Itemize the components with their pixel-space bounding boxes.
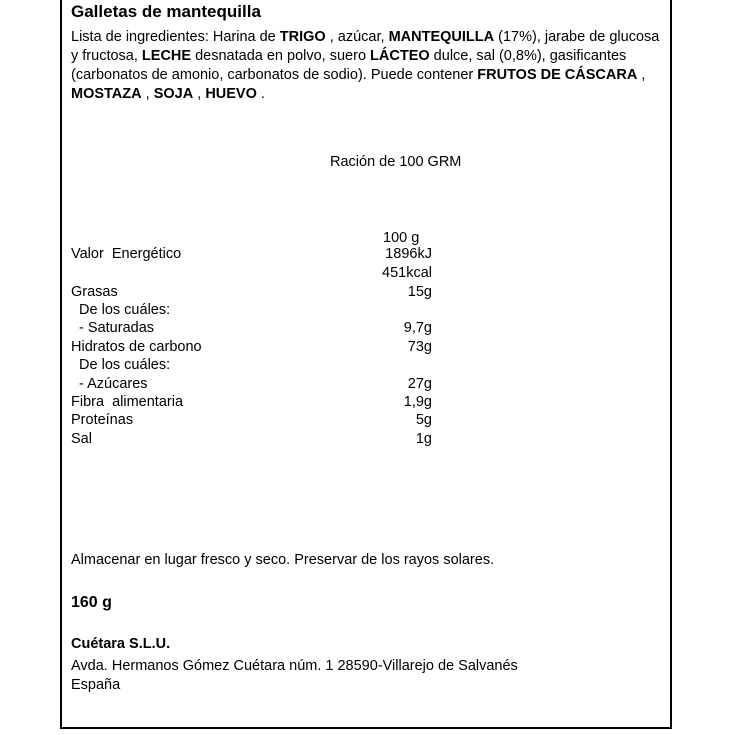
ingredient-text: desnatada en polvo, suero: [191, 48, 371, 64]
allergen-text: LECHE: [141, 48, 192, 64]
ingredient-text: Lista de ingredientes: Harina de: [71, 29, 280, 45]
nutrient-value: 1896kJ: [385, 246, 432, 262]
column-header: 100 g: [383, 230, 420, 246]
ingredient-text: (17%), jarabe de glucosa y fructosa,: [71, 29, 660, 64]
nutrient-label: De los cuáles:: [71, 357, 171, 373]
nutrient-value: 73g: [407, 339, 432, 355]
nutrient-value: 1,9g: [403, 394, 432, 410]
nutrient-value: 1g: [415, 431, 432, 447]
company-country: España: [71, 677, 121, 693]
nutrient-value: 5g: [415, 412, 432, 428]
ingredient-text: ,: [637, 67, 646, 83]
nutrient-label: Sal: [71, 431, 92, 447]
allergen-text: TRIGO: [279, 29, 326, 45]
nutrient-value: 451kcal: [382, 265, 432, 281]
ingredient-text: .: [256, 86, 265, 102]
ingredient-text: dulce, sal (0,8%), gasificantes (carbonatos de amonio, carbonatos de sodio). Puede contener: [71, 48, 627, 83]
allergen-text: HUEVO: [205, 86, 257, 102]
nutrient-value: 27g: [407, 376, 432, 392]
nutrient-label: De los cuáles:: [71, 302, 171, 318]
ingredient-text: ,: [141, 86, 154, 102]
nutrient-value: 15g: [407, 284, 432, 300]
allergen-text: FRUTOS DE CÁSCARA: [477, 67, 638, 83]
nutrient-label: Proteínas: [71, 412, 134, 428]
company-name: Cuétara S.L.U.: [71, 636, 171, 652]
ingredient-text: ,: [193, 86, 206, 102]
allergen-text: MOSTAZA: [71, 86, 142, 102]
nutrient-label: Hidratos de carbono: [71, 339, 202, 355]
nutrient-label: - Azúcares: [71, 376, 148, 392]
allergen-text: MANTEQUILLA: [388, 29, 495, 45]
serving-size: Ración de 100 GRM: [330, 154, 462, 170]
ingredients-list: [71, 28, 661, 104]
ingredient-text: , azúcar,: [325, 29, 389, 45]
label-frame: [60, 0, 672, 729]
allergen-text: LÁCTEO: [370, 48, 430, 64]
nutrient-label: - Saturadas: [71, 320, 155, 336]
net-weight: 160 g: [71, 594, 112, 611]
nutrient-value: 9,7g: [403, 320, 432, 336]
company-address: Avda. Hermanos Gómez Cuétara núm. 1 28590-Villarejo de Salvanés: [71, 658, 518, 674]
product-title: Galletas de mantequilla: [71, 2, 261, 21]
storage-instructions: Almacenar en lugar fresco y seco. Preservar de los rayos solares.: [71, 552, 495, 568]
nutrient-label: Fibra alimentaria: [71, 394, 184, 410]
nutrient-label: Grasas: [71, 284, 118, 300]
allergen-text: SOJA: [153, 86, 194, 102]
nutrient-label: Valor Energético: [71, 246, 182, 262]
